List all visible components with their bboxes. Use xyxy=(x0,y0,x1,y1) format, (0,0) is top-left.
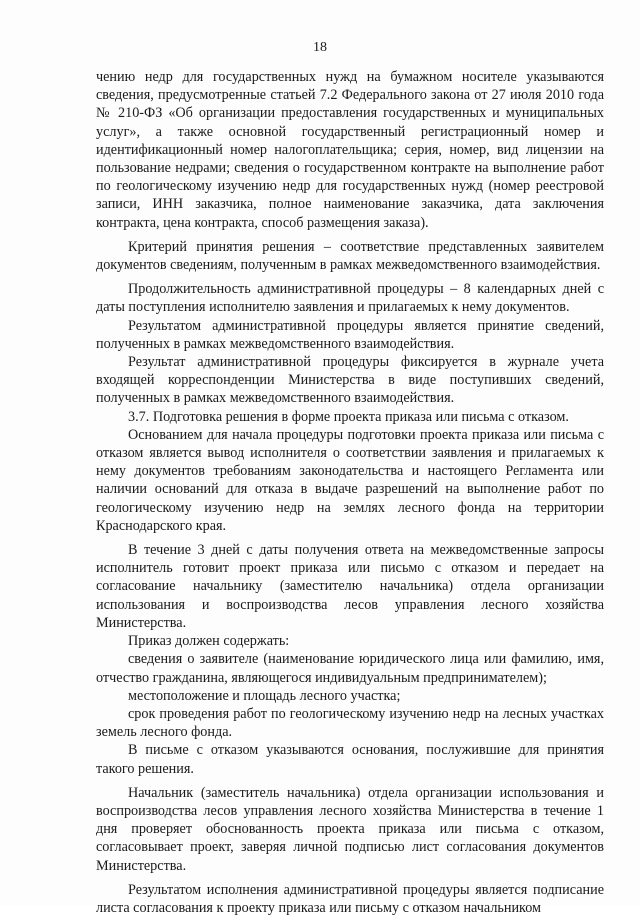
paragraph-decision-criterion: Критерий принятия решения – соответствие представленных заявителем документов сведениям, полученным в рамках межведомственного взаимодействия. xyxy=(96,238,604,274)
section-heading-3-7: 3.7. Подготовка решения в форме проекта приказа или письма с отказом. xyxy=(128,408,569,425)
paragraph-basis: Основанием для начала процедуры подготовки проекта приказа или письма с отказом является вывод исполнителя о соответствии заявления и прилагаемых к нему документов требованиям законодательства и настоящего Регламента или наличии оснований для отказа в выдаче разрешений на выполнение работ по геологическому изучению недр на землях лесного фонда на территории Краснодарского края. xyxy=(96,426,604,534)
paragraph-result-recording: Результат административной процедуры фиксируется в журнале учета входящей корреспонденции Министерства в виде поступивших сведений, полученных в рамках межведомственного взаимодействия. xyxy=(96,354,604,407)
paragraph-continuation: чению недр для государственных нужд на бумажном носителе указываются сведения, предусмотренные статьей 7.2 Федерального закона от 27 июля 2010 года № 210-ФЗ «Об организации предоставления государственных и муниципальных услуг», а также основной государственный регистрационный номер и идентификационный номер налогоплательщика; серия, номер, вид лицензии на пользование недрами; сведения о государственном контракте на выполнение работ по геологическому изучению недр для государственных нужд (номер реестровой записи, ИНН заказчика, полное наименование заказчика, дата заключения контракта, цена контракта, способ размещения заказа). xyxy=(96,69,604,231)
paragraph-result: Результатом административной процедуры является принятие сведений, полученных в рамках межведомственного взаимодействия. xyxy=(96,317,604,352)
paragraph-duration: Продолжительность административной процедуры – 8 календарных дней с даты поступления исполнителю заявления и прилагаемых к нему документов. xyxy=(96,281,604,316)
list-item-applicant-info: сведения о заявителе (наименование юридического лица или фамилию, имя, отчество гражданина, являющегося индивидуальным предпринимателем); xyxy=(96,651,604,686)
list-item-location-area: местоположение и площадь лесного участка; xyxy=(128,687,401,704)
list-item-work-term: срок проведения работ по геологическому изучению недр на лесных участках земель лесного фонда. xyxy=(96,705,604,741)
paragraph-order-contents-intro: Приказ должен содержать: xyxy=(128,633,290,650)
document-body xyxy=(96,68,604,917)
page-number: 18 xyxy=(313,40,327,55)
paragraph-preparation-deadline: В течение 3 дней с даты получения ответа на межведомственные запросы исполнитель готовит проект приказа или письмо с отказом и передает на согласование начальнику (заместителю начальника) отдела организации использования и воспроизводства лесов управления лесного хозяйства Министерства. xyxy=(96,542,604,631)
paragraph-refusal-letter: В письме с отказом указываются основания, послужившие для принятия такого решения. xyxy=(96,742,604,777)
paragraph-approval-check: Начальник (заместитель начальника) отдела организации использования и воспроизводства лесов управления лесного хозяйства Министерства в течение 1 дня проверяет обоснованность проекта приказа или письма с отказом, согласовывает проект, заверяя личной подписью лист согласования документов Министерства. xyxy=(96,784,604,874)
paragraph-execution-result: Результатом исполнения административной процедуры является подписание листа согласования к проекту приказа или письму с отказом начальником xyxy=(96,881,604,916)
